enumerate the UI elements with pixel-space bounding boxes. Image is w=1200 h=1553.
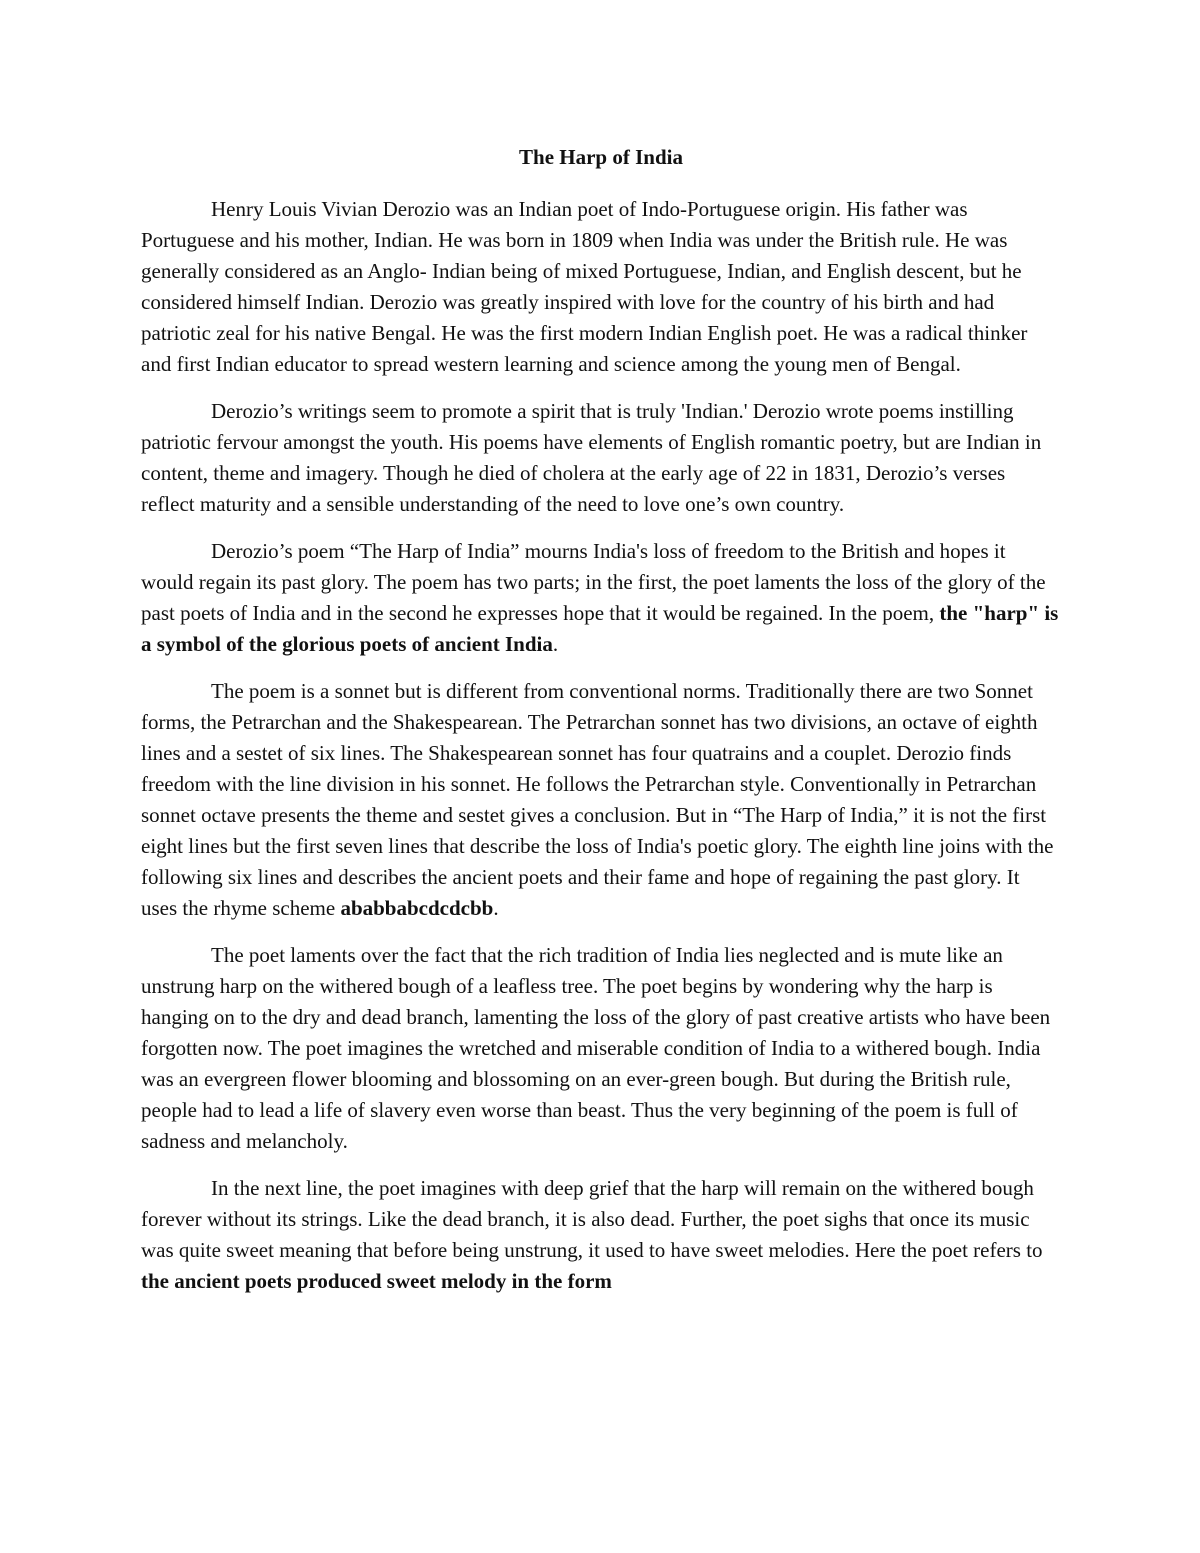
paragraph-sonnet-form [141, 676, 1061, 924]
emphasis-harp-symbol: the "harp" is a symbol of the glorious poets of ancient India [141, 601, 1059, 656]
paragraph-derozio-writings: Derozio’s writings seem to promote a spirit that is truly 'Indian.' Derozio wrote poems instilling patriotic fervour amongst the youth. His poems have elements of English romantic poetry, but are Indian in content, theme and imagery. Though he died of cholera at the early age of 22 in 1831, Derozio’s verses reflect maturity and a sensible understanding of the need to love one’s own country. [141, 399, 1042, 516]
document-body [141, 143, 1061, 1313]
paragraph-next-line [141, 1173, 1061, 1297]
paragraph-text: The poem is a sonnet but is different from conventional norms. Traditionally there are two Sonnet forms, the Petrarchan and the Shakespearean. The Petrarchan sonnet has two divisions, an octave of eighth lines and a sestet of six lines. The Shakespearean sonnet has four quatrains and a couplet. Derozio finds freedom with the line division in his sonnet. He follows the Petrarchan style. Conventionally in Petrarchan sonnet octave presents the theme and sestet gives a conclusion. But in “The Harp of India,” it is not the first eight lines but the first seven lines that describe the loss of India's poetic glory. The eighth line joins with the following six lines and describes the ancient poets and their fame and hope of regaining the past glory. It uses the rhyme scheme [141, 679, 1054, 920]
paragraph-derozio-biography: Henry Louis Vivian Derozio was an Indian poet of Indo-Portuguese origin. His father was Portuguese and his mother, Indian. He was born in 1809 when India was under the British rule. He was generally considered as an Anglo- Indian being of mixed Portuguese, Indian, and English descent, but he considered himself Indian. Derozio was greatly inspired with love for the country of his birth and had patriotic zeal for his native Bengal. He was the first modern Indian English poet. He was a radical thinker and first Indian educator to spread western learning and science among the young men of Bengal. [141, 197, 1028, 376]
paragraph-poet-laments: The poet laments over the fact that the rich tradition of India lies neglected and is mute like an unstrung harp on the withered bough of a leafless tree. The poet begins by wondering why the harp is hanging on to the dry and dead branch, lamenting the loss of the glory of past creative artists who have been forgotten now. The poet imagines the wretched and miserable condition of India to a withered bough. India was an evergreen flower blooming and blossoming on an ever-green bough. But during the British rule, people had to lead a life of slavery even worse than beast. Thus the very beginning of the poem is full of sadness and melancholy. [141, 943, 1051, 1153]
paragraph-poem-overview [141, 536, 1061, 660]
paragraph-text-end: . [493, 896, 499, 920]
document-title: The Harp of India [519, 145, 683, 169]
paragraph-text: In the next line, the poet imagines with deep grief that the harp will remain on the withered bough forever without its strings. Like the dead branch, it is also dead. Further, the poet sighs that once its music was quite sweet meaning that before being unstrung, it used to have sweet melodies. Here the poet refers to [141, 1176, 1043, 1262]
emphasis-ancient-poets: the ancient poets produced sweet melody in the form [141, 1269, 612, 1293]
emphasis-rhyme-scheme: ababbabcdcdcbb [340, 896, 494, 920]
paragraph-text: Derozio’s poem “The Harp of India” mourns India's loss of freedom to the British and hopes it would regain its past glory. The poem has two parts; in the first, the poet laments the loss of the glory of the past poets of India and in the second he expresses hope that it would be regained. In the poem, [141, 539, 1046, 625]
paragraph-text-end: . [552, 632, 559, 656]
